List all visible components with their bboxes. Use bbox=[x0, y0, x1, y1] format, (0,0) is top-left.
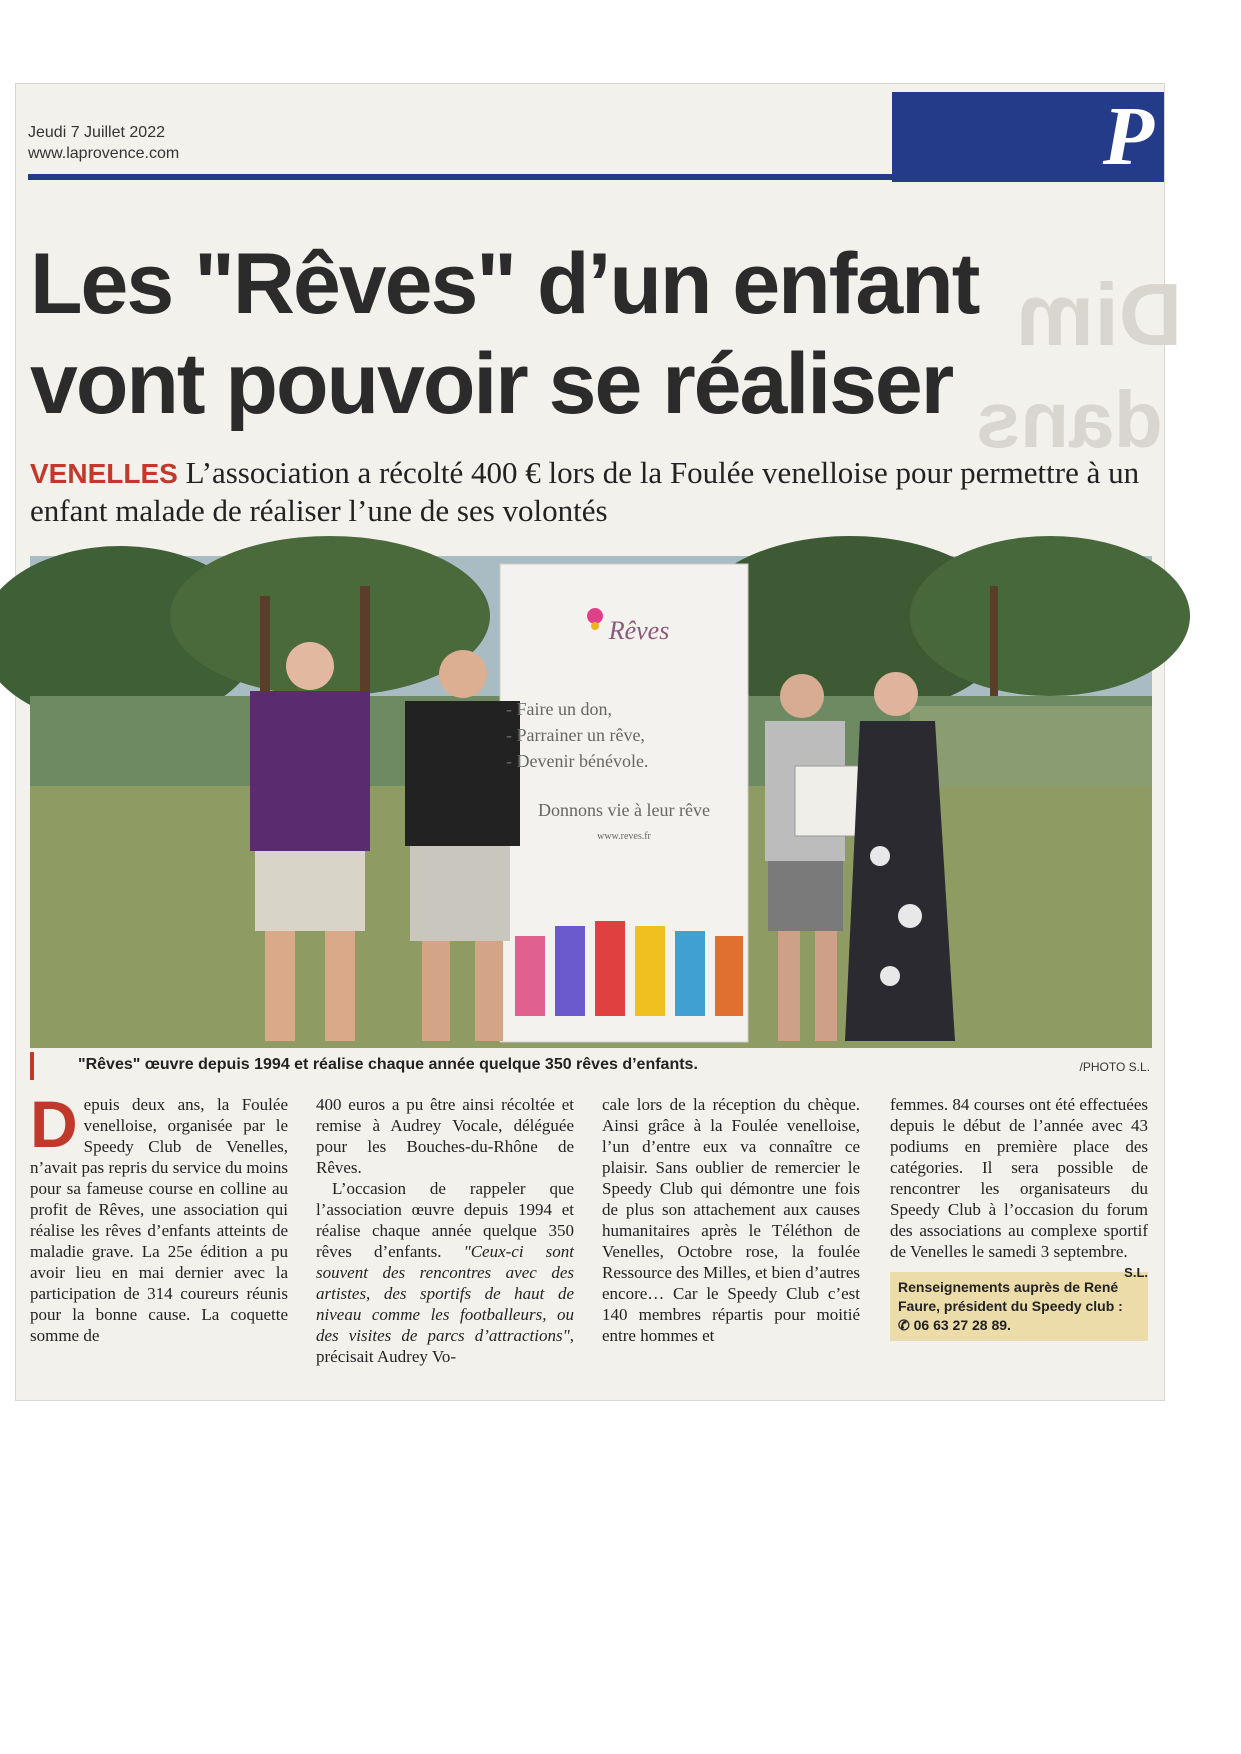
col1-text: epuis deux ans, la Foulée venelloise, organisée par le Speedy Club de Venelles, n’avait pas repris du service du moins pour sa fameuse course en colline au profit de Rêves, une association qui réalise les rêves d’enfants atteints de maladie grave. La 25e édition a pu avoir lieu en mai dernier avec la participation de 314 coureurs réunis pour la bonne cause. La coquette somme de bbox=[30, 1095, 288, 1345]
col3-text: cale lors de la réception du chèque. Ainsi grâce à la Foulée venelloise, l’un d’entre eux va connaître ce plaisir. Sans oublier de remercier le Speedy Club qui démontre une fois de plus son attachement aux causes humanitaires après le Téléthon de Venelles, Octobre rose, la foulée Ressource des Milles, et bien d’autres encore… Car le Speedy Club c’est 140 membres répartis pour moitié entre hommes et bbox=[602, 1095, 860, 1345]
article-headline bbox=[30, 234, 1040, 434]
body-column-3 bbox=[602, 1094, 860, 1346]
headline-line-2: vont pouvoir se réaliser bbox=[30, 336, 953, 432]
newspaper-clipping bbox=[16, 84, 1183, 1400]
article-deck bbox=[30, 454, 1140, 529]
banner-line-3: - Devenir bénévole. bbox=[506, 751, 649, 771]
col2-quote: "Ceux-ci sont souvent des rencontres avec des artistes, des sportifs de haut de niveau comme les footballeurs, ou des visites de parcs d’attractions" bbox=[316, 1242, 574, 1345]
photo-caption: "Rêves" œuvre depuis 1994 et réalise chaque année quelque 350 rêves d’enfants. bbox=[78, 1056, 698, 1073]
banner-url: www.reves.fr bbox=[597, 831, 651, 842]
author-signature: S.L. bbox=[1124, 1265, 1148, 1280]
headline-line-1: Les "Rêves" d’un enfant bbox=[30, 236, 979, 332]
bleed-through-text: dans bbox=[976, 375, 1163, 464]
publication-info bbox=[28, 122, 179, 164]
article-photo bbox=[30, 556, 1152, 1048]
photo-credit: /PHOTO S.L. bbox=[1079, 1060, 1150, 1074]
page-header bbox=[16, 84, 1164, 194]
info-phone: ✆ 06 63 27 28 89. bbox=[898, 1317, 1011, 1333]
col2-text: L’occasion de rappeler que l’association œuvre depuis 1994 et réalise chaque année quelque 350 rêves d’enfants. bbox=[316, 1179, 574, 1261]
body-column-4 bbox=[890, 1094, 1148, 1341]
bleed-through-text: Dim bbox=[1016, 265, 1183, 364]
banner-text bbox=[506, 616, 742, 842]
col4-text: femmes. 84 courses ont été effectuées depuis le début de l’année avec 43 podiums en première place des catégories. Il sera possible de rencontrer les organisateurs du Speedy Club à l’occasion du forum des associations au complexe sportif de Venelles le samedi 3 septembre. bbox=[890, 1095, 1148, 1261]
info-box bbox=[890, 1272, 1148, 1341]
header-rule bbox=[28, 174, 904, 180]
banner-line-2: - Parrainer un rêve, bbox=[506, 725, 645, 745]
drop-cap: D bbox=[30, 1087, 78, 1161]
col2-tail: , précisait Audrey Vo- bbox=[316, 1326, 574, 1366]
deck-text: L’association a récolté 400 € lors de la Foulée venelloise pour permettre à un enfant malade de réaliser l’une de ses volontés bbox=[30, 455, 1140, 528]
article-body bbox=[30, 1087, 1152, 1394]
col2-paragraph-2 bbox=[316, 1178, 574, 1367]
banner-slogan: Donnons vie à leur rêve bbox=[538, 800, 710, 820]
body-column-2 bbox=[316, 1094, 574, 1367]
location-kicker: VENELLES bbox=[30, 458, 178, 489]
brand-logo: P bbox=[1102, 90, 1154, 183]
publication-website: www.laprovence.com bbox=[28, 145, 180, 162]
caption-marker bbox=[30, 1052, 34, 1080]
body-column-1 bbox=[30, 1087, 288, 1346]
banner-line-1: - Faire un don, bbox=[506, 699, 612, 719]
brand-block bbox=[892, 92, 1164, 182]
banner-brand: Rêves bbox=[608, 616, 670, 645]
info-contact: Renseignements auprès de René Faure, président du Speedy club : bbox=[898, 1279, 1123, 1314]
col2-paragraph-1: 400 euros a pu être ainsi récoltée et remise à Audrey Vocale, déléguée pour les Bouches-du-Rhône de Rêves. bbox=[316, 1095, 574, 1177]
publication-date: Jeudi 7 Juillet 2022 bbox=[28, 124, 165, 141]
